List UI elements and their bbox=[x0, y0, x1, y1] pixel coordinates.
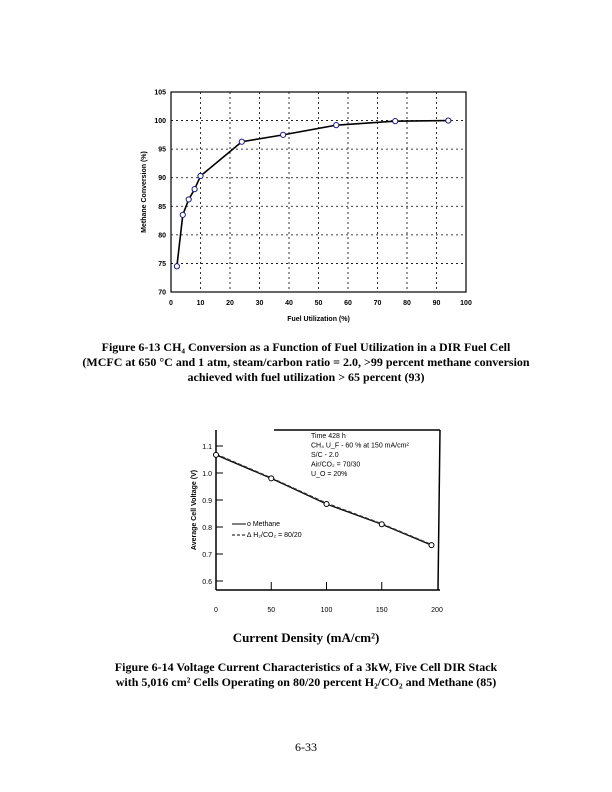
caption-line: achieved with fuel utilization > 65 percent (93) bbox=[187, 370, 425, 384]
data-point-methane bbox=[429, 543, 434, 548]
x-tick-label: 40 bbox=[285, 300, 293, 307]
caption-line: with 5,016 cm² Cells Operating on 80/20 percent H₂/CO₂ and Methane (85) bbox=[115, 675, 497, 689]
data-point-methane bbox=[269, 476, 274, 481]
x-tick-label: 50 bbox=[267, 607, 276, 614]
x-tick-label: 10 bbox=[196, 300, 205, 307]
x-tick-label: 30 bbox=[255, 300, 264, 307]
caption-line: Figure 6-14 Voltage Current Characteristics of a 3kW, Five Cell DIR Stack bbox=[114, 660, 498, 674]
right-border bbox=[438, 430, 440, 590]
data-point-methane bbox=[324, 502, 329, 507]
y-tick-label: 1.0 bbox=[202, 471, 212, 478]
y-tick-label: 0.9 bbox=[202, 498, 212, 505]
caption-line: Figure 6-13 CH₄ Conversion as a Function of Fuel Utilization in a DIR Fuel Cell bbox=[101, 340, 511, 354]
y-tick-label: 70 bbox=[158, 289, 166, 297]
annotation-line: Time 428 h bbox=[311, 433, 346, 440]
y-axis-label: Average Cell Voltage (V) bbox=[191, 469, 198, 551]
figure-6-14-caption bbox=[0, 660, 612, 690]
data-point-methane bbox=[214, 452, 219, 457]
y-tick-label: 0.7 bbox=[202, 552, 212, 559]
y-tick-label: 95 bbox=[158, 146, 166, 154]
y-tick-label: 105 bbox=[154, 89, 166, 97]
x-tick-label: 50 bbox=[314, 300, 323, 307]
y-tick-label: 100 bbox=[154, 118, 166, 126]
y-tick-label: 80 bbox=[158, 232, 166, 240]
x-tick-label: 100 bbox=[460, 300, 472, 307]
y-tick-label: 0.6 bbox=[202, 579, 212, 586]
y-tick-label: 90 bbox=[158, 175, 166, 183]
annotation-line: Air/CO₂ = 70/30 bbox=[311, 461, 361, 469]
y-tick-label: 75 bbox=[158, 260, 166, 268]
annotation-line: U_O = 20% bbox=[311, 471, 348, 478]
x-tick-label: 90 bbox=[432, 300, 441, 307]
x-tick-label: 20 bbox=[226, 300, 234, 307]
x-tick-label: 150 bbox=[375, 607, 388, 614]
data-point-methane bbox=[379, 522, 384, 527]
y-tick-label: 85 bbox=[158, 203, 166, 211]
x-tick-label: 60 bbox=[344, 300, 352, 307]
annotation-line: CH₄ U_F - 60 % at 150 mA/cm² bbox=[311, 442, 409, 450]
y-tick-label: 0.8 bbox=[202, 525, 212, 532]
x-axis-label: Fuel Utilization (%) bbox=[287, 316, 350, 323]
annotation-line: S/C - 2.0 bbox=[311, 452, 339, 459]
y-axis-label: Methane Conversion (%) bbox=[141, 151, 148, 233]
x-tick-label: 100 bbox=[320, 607, 333, 614]
x-tick-label: 0 bbox=[214, 607, 218, 614]
x-axis-label-current-density: Current Density (mA/cm²) bbox=[232, 630, 380, 645]
x-tick-label: 80 bbox=[403, 300, 411, 307]
x-tick-label: 70 bbox=[373, 300, 382, 307]
y-tick-label: 1.1 bbox=[202, 444, 212, 451]
caption-line: (MCFC at 650 °C and 1 atm, steam/carbon ratio = 2.0, >99 percent methane conversion bbox=[82, 355, 530, 369]
legend-h2-co2: ∆ H₂/CO₂ = 80/20 bbox=[247, 532, 302, 539]
page-number: 6-33 bbox=[295, 740, 317, 754]
legend-methane: o Methane bbox=[247, 521, 281, 528]
x-tick-label: 0 bbox=[169, 300, 173, 307]
x-tick-label: 200 bbox=[431, 607, 443, 614]
